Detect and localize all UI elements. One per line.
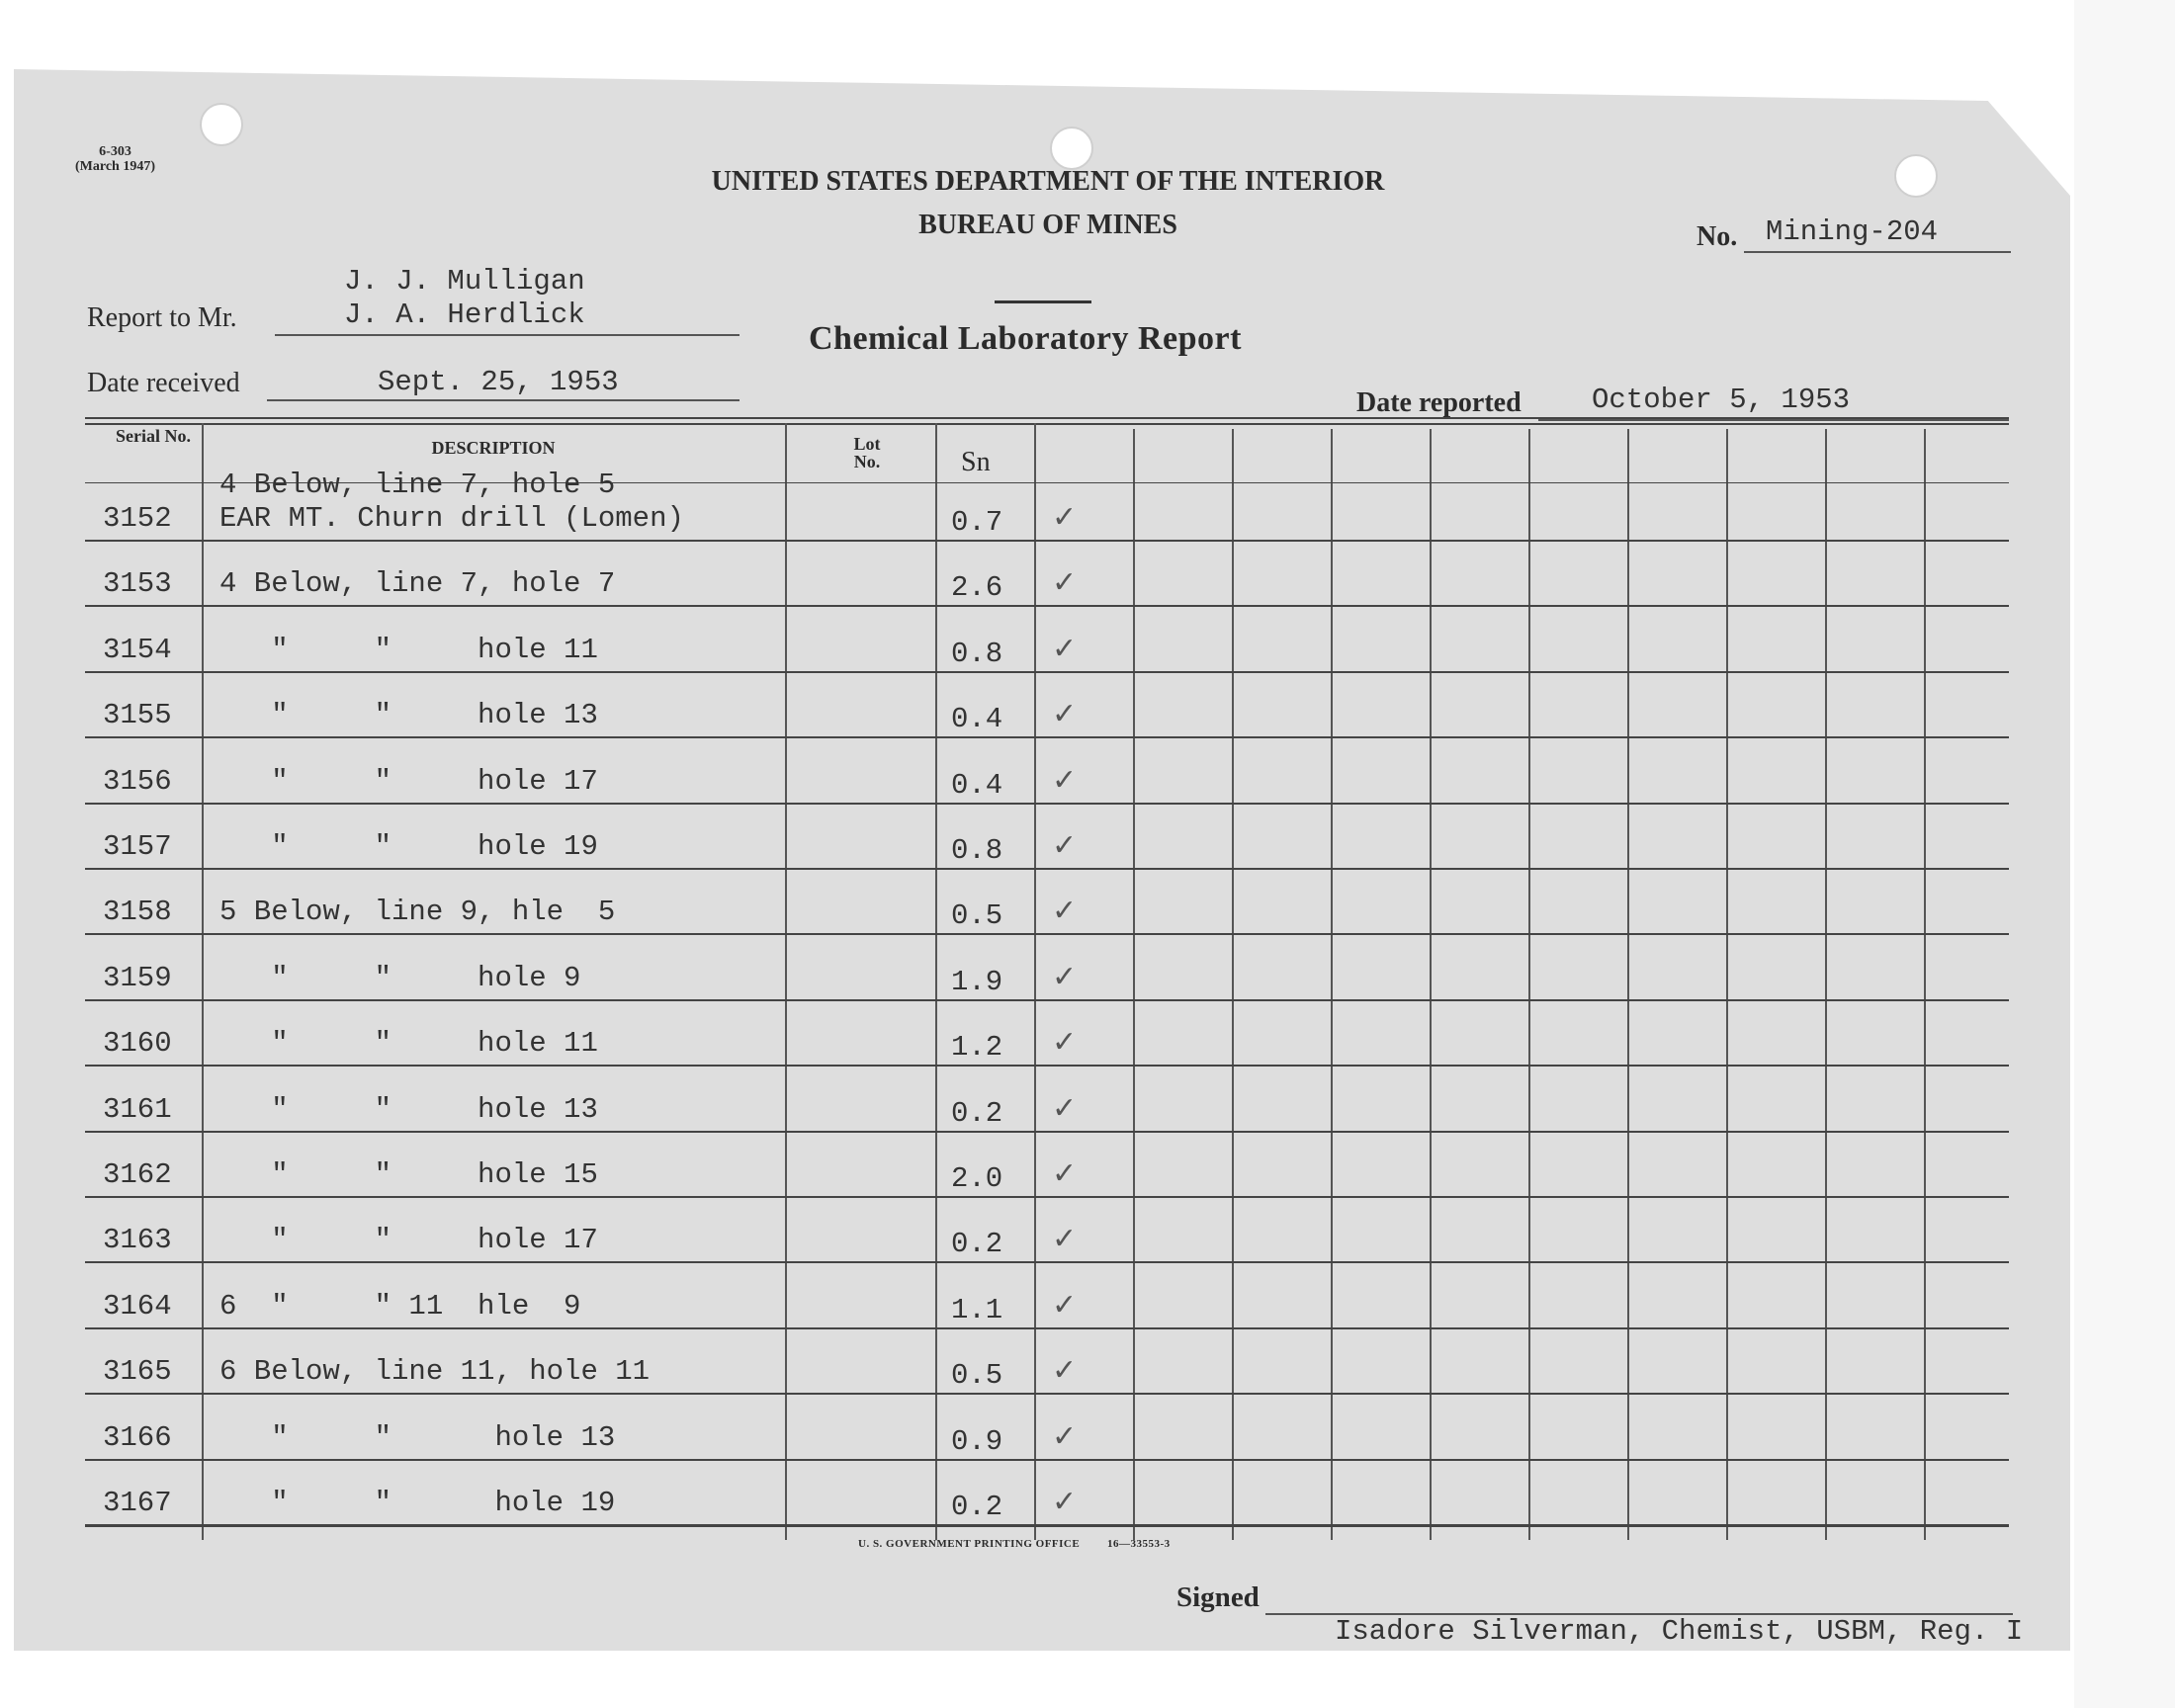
agency-heading: UNITED STATES DEPARTMENT OF THE INTERIOR bbox=[711, 166, 1385, 197]
table-row bbox=[0, 1198, 2076, 1263]
sn-value: 0.2 bbox=[951, 1490, 1003, 1523]
serial-number: 3166 bbox=[103, 1420, 172, 1454]
description: 6 " " 11 hle 9 bbox=[219, 1289, 581, 1323]
description: " " hole 19 bbox=[219, 829, 598, 863]
scan-margin bbox=[2074, 0, 2175, 1708]
description: 6 Below, line 11, hole 11 bbox=[219, 1355, 651, 1389]
title-rule bbox=[995, 300, 1091, 303]
sn-value: 2.0 bbox=[951, 1161, 1003, 1195]
sn-value: 0.4 bbox=[951, 768, 1003, 802]
check-mark-icon: ✓ bbox=[1052, 697, 1078, 732]
serial-number: 3160 bbox=[103, 1027, 172, 1061]
serial-number: 3158 bbox=[103, 896, 172, 929]
report-to-line bbox=[275, 334, 740, 336]
row-rule bbox=[85, 1524, 2009, 1527]
description: " " hole 17 bbox=[219, 1224, 598, 1257]
check-mark-icon: ✓ bbox=[1052, 1353, 1078, 1389]
table-row bbox=[0, 542, 2076, 607]
check-mark-icon: ✓ bbox=[1052, 1484, 1078, 1519]
table-row bbox=[0, 1263, 2076, 1328]
serial-number: 3155 bbox=[103, 699, 172, 732]
description: EAR MT. Churn drill (Lomen) bbox=[219, 502, 684, 535]
serial-number: 3152 bbox=[103, 502, 172, 535]
report-to-name-1: J. J. Mulligan bbox=[344, 265, 585, 298]
punch-hole-left bbox=[200, 103, 243, 146]
table-top-rule-2 bbox=[85, 423, 2009, 425]
bureau-heading: BUREAU OF MINES bbox=[918, 210, 1177, 240]
date-reported-value: October 5, 1953 bbox=[1592, 384, 1851, 416]
serial-number: 3153 bbox=[103, 567, 172, 601]
serial-number: 3163 bbox=[103, 1224, 172, 1257]
description-line-1: 4 Below, line 7, hole 5 bbox=[219, 469, 616, 501]
signature-name: Isadore Silverman, Chemist, USBM, Reg. I bbox=[1335, 1615, 2024, 1648]
printer-imprint: U. S. GOVERNMENT PRINTING OFFICE bbox=[858, 1538, 1081, 1550]
punch-hole-center bbox=[1050, 127, 1093, 170]
sn-value: 2.6 bbox=[951, 571, 1003, 605]
table-row bbox=[0, 673, 2076, 738]
check-mark-icon: ✓ bbox=[1052, 894, 1078, 929]
sn-value: 0.8 bbox=[951, 637, 1003, 670]
sn-value: 1.1 bbox=[951, 1293, 1003, 1326]
description: " " hole 15 bbox=[219, 1157, 598, 1191]
form-number: 6-303 bbox=[99, 144, 131, 159]
serial-number: 3167 bbox=[103, 1486, 172, 1519]
description: 4 Below, line 7, hole 7 bbox=[219, 567, 616, 601]
table-row bbox=[0, 738, 2076, 804]
sn-value: 0.2 bbox=[951, 1096, 1003, 1130]
table-row bbox=[0, 805, 2076, 870]
serial-number: 3154 bbox=[103, 633, 172, 666]
table-row bbox=[0, 870, 2076, 935]
description: " " hole 11 bbox=[219, 633, 598, 666]
check-mark-icon: ✓ bbox=[1052, 565, 1078, 601]
date-received-value: Sept. 25, 1953 bbox=[378, 366, 619, 398]
report-title: Chemical Laboratory Report bbox=[809, 320, 1242, 357]
header-lot: Lot No. bbox=[853, 434, 881, 471]
check-mark-icon: ✓ bbox=[1052, 631, 1078, 666]
sn-value: 0.9 bbox=[951, 1424, 1003, 1458]
date-received-line bbox=[267, 399, 740, 401]
serial-number: 3162 bbox=[103, 1157, 172, 1191]
description: " " hole 17 bbox=[219, 764, 598, 798]
serial-number: 3165 bbox=[103, 1355, 172, 1389]
date-reported-label: Date reported bbox=[1356, 387, 1522, 418]
table-row bbox=[0, 1067, 2076, 1132]
table-row bbox=[0, 1133, 2076, 1198]
header-serial: Serial No. bbox=[116, 426, 191, 446]
table-row bbox=[0, 1329, 2076, 1395]
table-top-rule bbox=[85, 417, 2009, 419]
form-revision: (March 1947) bbox=[75, 159, 155, 174]
serial-number: 3161 bbox=[103, 1092, 172, 1126]
description: " " hole 19 bbox=[219, 1486, 616, 1519]
report-to-label: Report to Mr. bbox=[87, 302, 237, 333]
serial-number: 3164 bbox=[103, 1289, 172, 1323]
description: " " hole 9 bbox=[219, 961, 581, 994]
signed-label: Signed bbox=[1176, 1581, 1260, 1613]
table-row bbox=[0, 607, 2076, 672]
serial-number: 3156 bbox=[103, 764, 172, 798]
description: " " hole 13 bbox=[219, 699, 598, 732]
description: " " hole 11 bbox=[219, 1027, 598, 1061]
check-mark-icon: ✓ bbox=[1052, 762, 1078, 798]
check-mark-icon: ✓ bbox=[1052, 827, 1078, 863]
date-reported-line bbox=[1538, 419, 2009, 421]
report-number-label: No. bbox=[1696, 221, 1738, 252]
table-row bbox=[0, 935, 2076, 1000]
check-mark-icon: ✓ bbox=[1052, 1418, 1078, 1454]
check-mark-icon: ✓ bbox=[1052, 959, 1078, 994]
header-description: DESCRIPTION bbox=[431, 438, 556, 458]
report-to-name-2: J. A. Herdlick bbox=[344, 299, 585, 331]
header-sn: Sn bbox=[961, 447, 991, 477]
serial-number: 3159 bbox=[103, 961, 172, 994]
check-mark-icon: ✓ bbox=[1052, 1287, 1078, 1323]
description: 5 Below, line 9, hle 5 bbox=[219, 896, 616, 929]
sn-value: 0.5 bbox=[951, 899, 1003, 933]
check-mark-icon: ✓ bbox=[1052, 1155, 1078, 1191]
table-row bbox=[0, 1001, 2076, 1067]
serial-number: 3157 bbox=[103, 829, 172, 863]
sn-value: 0.8 bbox=[951, 833, 1003, 867]
description: " " hole 13 bbox=[219, 1092, 598, 1126]
check-mark-icon: ✓ bbox=[1052, 1222, 1078, 1257]
sn-value: 0.4 bbox=[951, 703, 1003, 736]
sn-value: 0.2 bbox=[951, 1228, 1003, 1261]
sn-value: 0.5 bbox=[951, 1359, 1003, 1393]
table-row bbox=[0, 1461, 2076, 1526]
sn-value: 0.7 bbox=[951, 506, 1003, 539]
check-mark-icon: ✓ bbox=[1052, 1090, 1078, 1126]
printer-code: 16—33553-3 bbox=[1107, 1538, 1171, 1550]
description: " " hole 13 bbox=[219, 1420, 616, 1454]
report-number-value: Mining-204 bbox=[1766, 215, 1939, 248]
check-mark-icon: ✓ bbox=[1052, 500, 1078, 535]
date-received-label: Date received bbox=[87, 368, 240, 398]
table-row bbox=[0, 469, 2076, 542]
report-number-line bbox=[1744, 251, 2011, 253]
sn-value: 1.9 bbox=[951, 965, 1003, 998]
table-row bbox=[0, 1395, 2076, 1460]
check-mark-icon: ✓ bbox=[1052, 1025, 1078, 1061]
sn-value: 1.2 bbox=[951, 1031, 1003, 1065]
